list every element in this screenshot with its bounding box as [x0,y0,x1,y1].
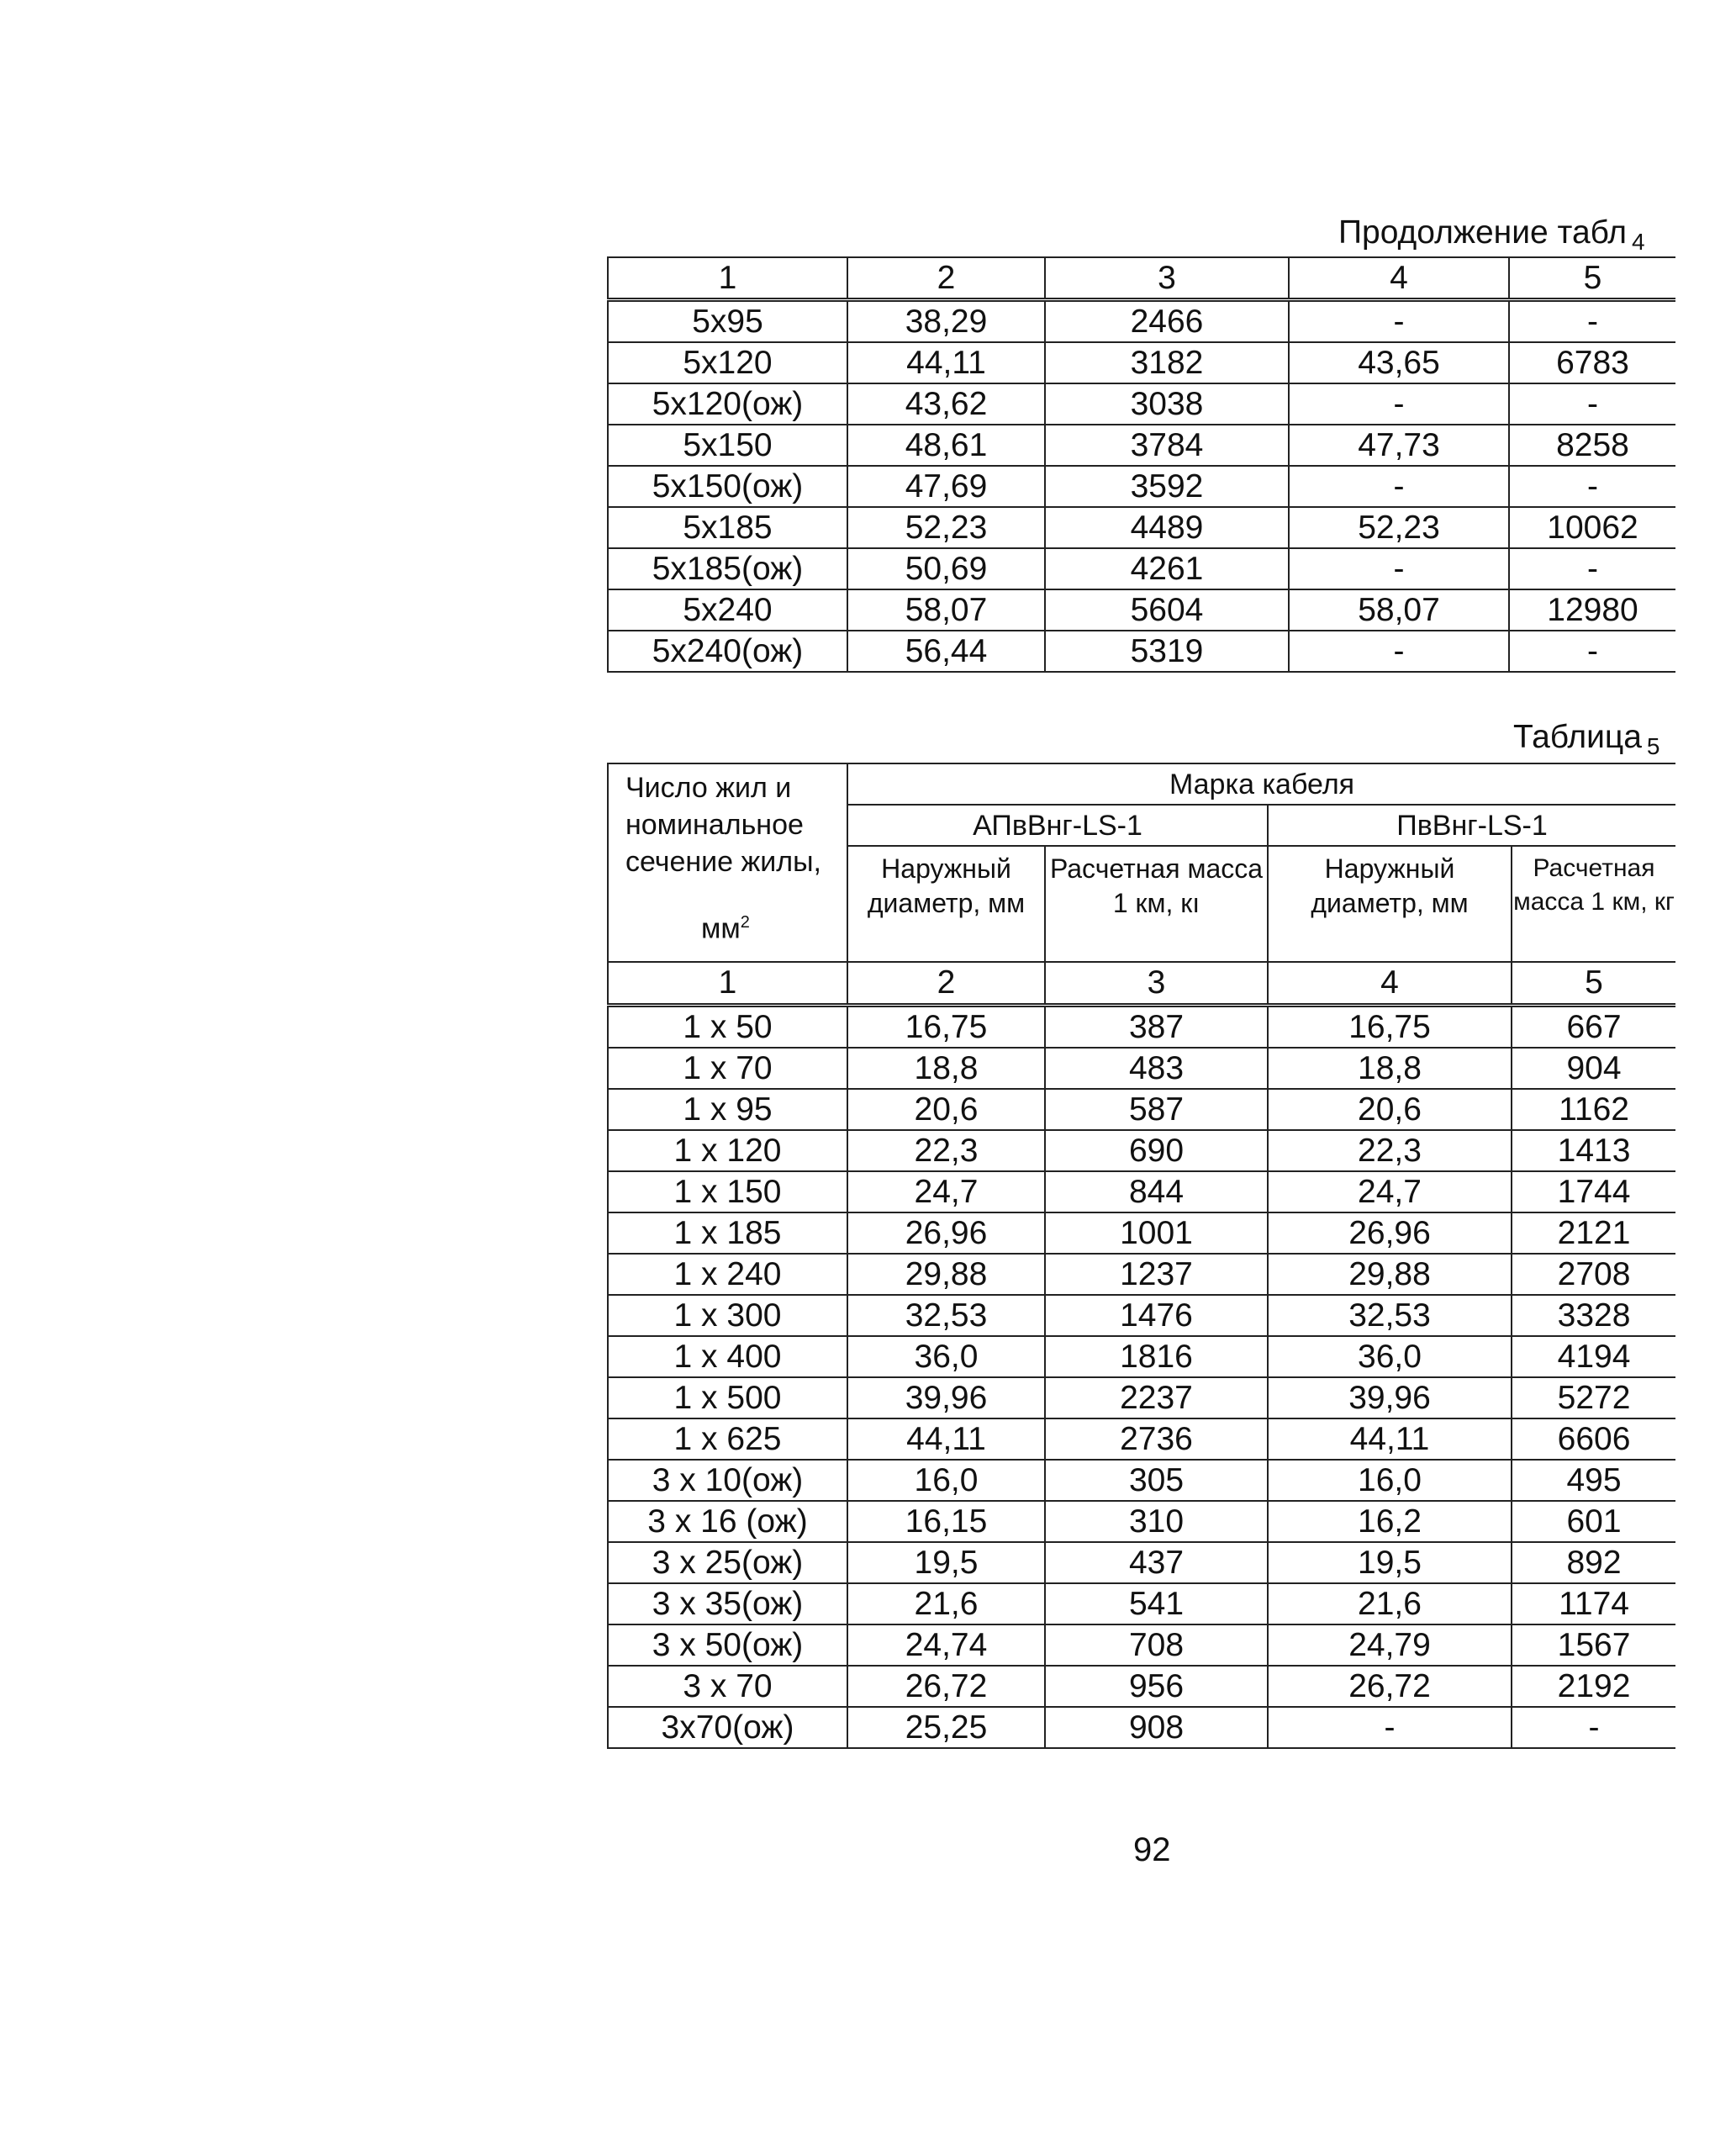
table-cell: 32,53 [1268,1295,1512,1336]
table-cell: - [1509,300,1675,343]
table-cell: 3784 [1045,425,1289,466]
table-cell: 21,6 [847,1583,1045,1624]
table-cell: 305 [1045,1460,1268,1501]
table-cell: 16,75 [1268,1006,1512,1049]
table-cell: 1744 [1512,1171,1675,1212]
table-cell: 29,88 [1268,1254,1512,1295]
table-cell: 4194 [1512,1336,1675,1377]
table4-col-number: 2 [847,257,1045,300]
table-row [608,1295,1675,1336]
table-row [608,1666,1675,1707]
table-row [608,1624,1675,1666]
table-cell: 47,69 [847,466,1045,507]
table-row [608,300,1675,343]
table-row [608,1171,1675,1212]
table-cell: 26,72 [1268,1666,1512,1707]
table-cell: 495 [1512,1460,1675,1501]
table-cell: 601 [1512,1501,1675,1542]
table-cell: 16,0 [1268,1460,1512,1501]
table-cell: 22,3 [1268,1130,1512,1171]
table-cell: 44,11 [847,1418,1045,1460]
table4 [607,256,1675,673]
table-cell: 38,29 [847,300,1045,343]
table-cell: - [1512,1707,1675,1748]
table-cell: 1816 [1045,1336,1268,1377]
table-cell: 5604 [1045,589,1289,631]
table-cell: 3038 [1045,383,1289,425]
table-cell: 21,6 [1268,1583,1512,1624]
table-cell: 20,6 [847,1089,1045,1130]
table-cell: - [1509,631,1675,672]
table-row [608,1501,1675,1542]
table-cell: 26,96 [1268,1212,1512,1254]
table-cell: 18,8 [1268,1048,1512,1089]
table4-col-number: 3 [1045,257,1289,300]
table-cell: 3 x 35(ож) [608,1583,847,1624]
table-row [608,548,1675,589]
table-cell: - [1268,1707,1512,1748]
table-cell: 4261 [1045,548,1289,589]
table-cell: 5x120(ож) [608,383,847,425]
table-row [608,1583,1675,1624]
table-cell: 1 x 95 [608,1089,847,1130]
table-row [608,1089,1675,1130]
table-cell: 1 x 240 [608,1254,847,1295]
table-cell: 5x185(ож) [608,548,847,589]
table-row [608,1212,1675,1254]
table-cell: 1174 [1512,1583,1675,1624]
table-cell: 1 x 185 [608,1212,847,1254]
table4-header-row [608,257,1675,300]
table-cell: 48,61 [847,425,1045,466]
table-cell: 16,15 [847,1501,1045,1542]
table-cell: 5x240(ож) [608,631,847,672]
row-header-unit: $мм^2$ [701,912,750,945]
table-cell: 20,6 [1268,1089,1512,1130]
table5-col-number: 1 [608,962,847,1006]
table-cell: 1 x 70 [608,1048,847,1089]
brand-2-header: ПвВнг-LS-1 [1268,805,1675,846]
table-row [608,1707,1675,1748]
table-cell: 56,44 [847,631,1045,672]
table-cell: 1476 [1045,1295,1268,1336]
table-cell: 3 x 70 [608,1666,847,1707]
table-cell: 52,23 [1289,507,1509,548]
table-cell: 26,72 [847,1666,1045,1707]
table-cell: 2192 [1512,1666,1675,1707]
table-cell: 43,65 [1289,342,1509,383]
table-cell: 1 x 400 [608,1336,847,1377]
table-cell: 52,23 [847,507,1045,548]
table-row [608,507,1675,548]
table-cell: 2121 [1512,1212,1675,1254]
cable-brand-group-header: Марка кабеля [847,763,1675,805]
table-cell: 16,75 [847,1006,1045,1049]
table-cell: 24,7 [1268,1171,1512,1212]
table-cell: - [1509,466,1675,507]
table-cell: 1162 [1512,1089,1675,1130]
table-cell: - [1289,383,1509,425]
table-cell: 1413 [1512,1130,1675,1171]
table-cell: 19,5 [847,1542,1045,1583]
table-row [608,589,1675,631]
table-row [608,425,1675,466]
table-cell: 44,11 [1268,1418,1512,1460]
row-header-text: Число жил и номинальное сечение жилы, [625,772,821,878]
table-cell: 5319 [1045,631,1289,672]
table-row [608,1336,1675,1377]
table-cell: 58,07 [847,589,1045,631]
table-cell: 1237 [1045,1254,1268,1295]
table-cell: - [1509,383,1675,425]
table-cell: 1001 [1045,1212,1268,1254]
table-cell: 6783 [1509,342,1675,383]
table-cell: 541 [1045,1583,1268,1624]
table-cell: 5x150 [608,425,847,466]
table-cell: 437 [1045,1542,1268,1583]
table-cell: 24,79 [1268,1624,1512,1666]
table5-col-number: 5 [1512,962,1675,1006]
table-row [608,631,1675,672]
table4-col-number: 5 [1509,257,1675,300]
brand-1-header: АПвВнг-LS-1 [847,805,1268,846]
table-cell: 50,69 [847,548,1045,589]
table-cell: 6606 [1512,1418,1675,1460]
table-cell: 3 x 50(ож) [608,1624,847,1666]
table-cell: 44,11 [847,342,1045,383]
table-cell: 587 [1045,1089,1268,1130]
table5-col-number: 4 [1268,962,1512,1006]
table-cell: 24,7 [847,1171,1045,1212]
table-cell: 2736 [1045,1418,1268,1460]
table-cell: 3 x 10(ож) [608,1460,847,1501]
table-cell: - [1289,548,1509,589]
table4-caption-number: 4 [1631,229,1645,255]
table5-row-header [608,763,847,962]
table-row [608,1130,1675,1171]
table-cell: 36,0 [847,1336,1045,1377]
table-cell: 5x120 [608,342,847,383]
table-cell: 3328 [1512,1295,1675,1336]
table-cell: 956 [1045,1666,1268,1707]
table-cell: 892 [1512,1542,1675,1583]
table-cell: 26,96 [847,1212,1045,1254]
table4-col-number: 1 [608,257,847,300]
page-number: 92 [1133,1831,1171,1868]
table5-col-number: 3 [1045,962,1268,1006]
table-cell: 1 x 120 [608,1130,847,1171]
table-row [608,466,1675,507]
table-cell: 58,07 [1289,589,1509,631]
table-row [608,1377,1675,1418]
table5-header-row-1 [608,763,1675,805]
table-cell: 5x240 [608,589,847,631]
table-cell: 47,73 [1289,425,1509,466]
table5-number-row [608,962,1675,1006]
table-cell: 25,25 [847,1707,1045,1748]
table-cell: 1 x 150 [608,1171,847,1212]
table-row [608,1460,1675,1501]
table-cell: - [1289,466,1509,507]
table-cell: 8258 [1509,425,1675,466]
table-cell: 1 x 500 [608,1377,847,1418]
table-cell: 10062 [1509,507,1675,548]
table-cell: 19,5 [1268,1542,1512,1583]
col2-header: Наружный диаметр, мм [847,846,1045,962]
table-cell: 908 [1045,1707,1268,1748]
table-row [608,1048,1675,1089]
table-cell: 39,96 [1268,1377,1512,1418]
table5-col-number: 2 [847,962,1045,1006]
table-cell: 16,0 [847,1460,1045,1501]
table-cell: 310 [1045,1501,1268,1542]
table-cell: 29,88 [847,1254,1045,1295]
table-cell: 12980 [1509,589,1675,631]
table5-caption: Таблица $_5$ [1513,719,1660,759]
table-cell: 39,96 [847,1377,1045,1418]
table-row [608,1542,1675,1583]
col5-header: Расчетная масса 1 км, кг [1512,846,1675,962]
table-cell: 3 x 25(ож) [608,1542,847,1583]
table-cell: 387 [1045,1006,1268,1049]
table-cell: 5x95 [608,300,847,343]
table-cell: 1567 [1512,1624,1675,1666]
table4-caption: Продолжение табл $_4$ [1338,214,1645,255]
table-row [608,1418,1675,1460]
table-cell: 18,8 [847,1048,1045,1089]
table-cell: 22,3 [847,1130,1045,1171]
table-cell: 24,74 [847,1624,1045,1666]
table-cell: - [1289,300,1509,343]
table-row [608,342,1675,383]
table-cell: 844 [1045,1171,1268,1212]
table-cell: 3 x 16 (ож) [608,1501,847,1542]
table4-col-number: 4 [1289,257,1509,300]
table-cell: 3x70(ож) [608,1707,847,1748]
table-cell: 36,0 [1268,1336,1512,1377]
table-cell: 1 x 50 [608,1006,847,1049]
table-cell: 904 [1512,1048,1675,1089]
table-cell: 690 [1045,1130,1268,1171]
table-cell: - [1289,631,1509,672]
table-cell: 2466 [1045,300,1289,343]
table-cell: 708 [1045,1624,1268,1666]
col3-header: Расчетная масса 1 км, кı [1045,846,1268,962]
table-row [608,1254,1675,1295]
table-cell: 1 x 300 [608,1295,847,1336]
table-cell: 16,2 [1268,1501,1512,1542]
table-cell: 43,62 [847,383,1045,425]
table-cell: 5272 [1512,1377,1675,1418]
table-cell: 32,53 [847,1295,1045,1336]
table-cell: 667 [1512,1006,1675,1049]
table5 [607,763,1675,1749]
table-row [608,383,1675,425]
table-cell: 1 x 625 [608,1418,847,1460]
table-cell: 5x185 [608,507,847,548]
col4-header: Наружный диаметр, мм [1268,846,1512,962]
table-cell: 2237 [1045,1377,1268,1418]
table-cell: - [1509,548,1675,589]
table-cell: 3182 [1045,342,1289,383]
table-cell: 3592 [1045,466,1289,507]
table-cell: 4489 [1045,507,1289,548]
table-cell: 2708 [1512,1254,1675,1295]
table5-caption-number: 5 [1646,733,1660,759]
table-row [608,1006,1675,1049]
table-cell: 483 [1045,1048,1268,1089]
table-cell: 5x150(ож) [608,466,847,507]
